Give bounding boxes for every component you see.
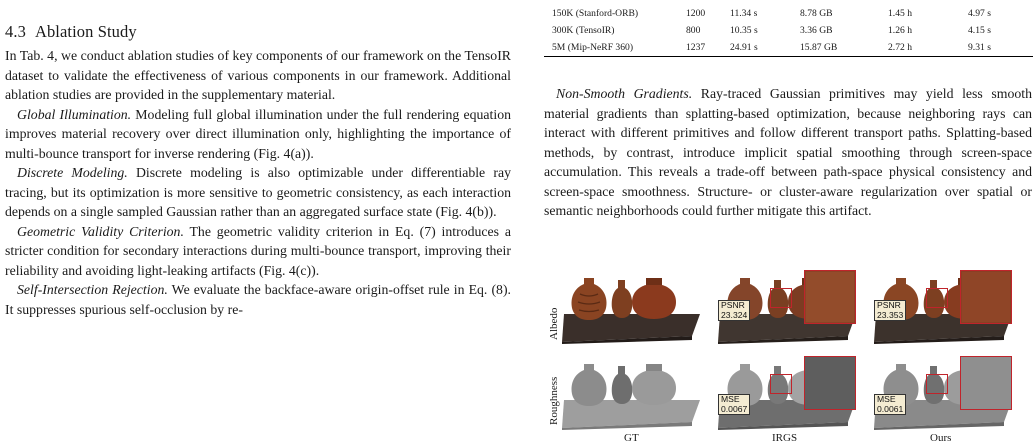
- zoom-inset: [960, 356, 1012, 410]
- table-cell: 800: [686, 25, 701, 36]
- paragraph-text: Discrete modeling is also optimizable under differentiable ray tracing, but its optimization is more sensitive to geometric consistency, as each interaction depends on a single sampled Gaussian rather than an aggregated surface state (Fig. 4(b)).: [5, 165, 511, 219]
- table-cell: 8.78 GB: [800, 8, 833, 19]
- table-cell: 5M (Mip-NeRF 360): [544, 39, 684, 57]
- mse-badge-ours: [874, 394, 906, 415]
- paragraph-title: Geometric Validity Criterion.: [17, 223, 184, 239]
- albedo-gt-image: [560, 264, 702, 344]
- self-intersection-paragraph: [5, 280, 511, 319]
- albedo-ours-image: [872, 264, 1014, 344]
- table-cell: 24.91 s: [728, 39, 798, 57]
- table-cell: 9.31 s: [966, 39, 1033, 57]
- global-illumination-paragraph: [5, 105, 511, 164]
- table-row: [544, 39, 1033, 57]
- psnr-badge-ours: [874, 300, 906, 321]
- table-cell: 3.36 GB: [800, 25, 833, 36]
- paragraph-title: Global Illumination.: [17, 106, 132, 122]
- zoom-inset: [960, 270, 1012, 324]
- metric-value: 23.324: [721, 309, 748, 320]
- table-cell: 2.72 h: [886, 39, 966, 57]
- row-label-roughness: Roughness: [548, 376, 560, 425]
- caption-irgs: IRGS: [772, 432, 798, 444]
- section-heading: [5, 22, 137, 42]
- albedo-irgs-image: [716, 264, 858, 344]
- ablation-body: [5, 46, 511, 319]
- table-cell: 1200: [686, 8, 706, 19]
- table-cell: 10.35 s: [730, 25, 758, 36]
- comparison-figure: [544, 262, 1033, 446]
- metric-value: 0.0061: [877, 403, 904, 414]
- paragraph-text: The geometric validity criterion in Eq. (7) introduces a stricter condition for secondary interactions during multi-bounce transport, improving their reliability and avoiding light-leaking artifacts (Fig. 4(c)).: [5, 223, 512, 278]
- psnr-badge-irgs: [718, 300, 750, 321]
- table-cell: 4.15 s: [968, 25, 991, 36]
- table-cell: 1.45 h: [888, 8, 912, 19]
- inset-box: [770, 374, 792, 394]
- paragraph-title: Self-Intersection Rejection.: [17, 282, 168, 297]
- discrete-modeling-paragraph: [5, 163, 511, 222]
- inset-box: [926, 374, 948, 394]
- zoom-inset: [804, 356, 856, 410]
- caption-ours: Ours: [930, 432, 952, 444]
- metric-name: PSNR: [877, 300, 901, 310]
- table-cell: 11.34 s: [730, 8, 758, 19]
- table-cell: 150K (Stanford-ORB): [552, 8, 639, 19]
- table-cell: 300K (TensoIR): [552, 25, 615, 36]
- non-smooth-gradients-section: [544, 84, 1032, 221]
- inset-box: [926, 288, 948, 308]
- metric-value: 0.0067: [721, 403, 748, 414]
- paragraph-text: We evaluate the backface-aware origin-offset rule in Eq. (8). It suppresses spurious self-occlusion by re-: [5, 282, 511, 317]
- non-smooth-gradients-paragraph: [544, 84, 1032, 221]
- metric-name: MSE: [877, 394, 896, 404]
- roughness-irgs-image: [716, 350, 858, 430]
- runtime-table: [544, 0, 1033, 57]
- paragraph-title: Discrete Modeling.: [17, 165, 128, 180]
- table-row: [544, 22, 1033, 39]
- roughness-gt-image: [560, 350, 702, 430]
- metric-name: PSNR: [721, 300, 745, 310]
- intro-paragraph: In Tab. 4, we conduct ablation studies of key components of our framework on the TensoIR dataset to validate the effectiveness of various components in our framework. Additional ablation studies are provided in the supplementary material.: [5, 48, 511, 102]
- table-cell: 15.87 GB: [798, 39, 886, 57]
- section-number: 4.3: [5, 22, 26, 41]
- zoom-inset: [804, 270, 856, 324]
- paragraph-title: Non-Smooth Gradients.: [556, 86, 693, 101]
- row-label-albedo: Albedo: [548, 307, 560, 340]
- metric-name: MSE: [721, 394, 740, 404]
- paragraph-text: Ray-traced Gaussian primitives may yield less smooth material gradients than splatting-based optimization, because neighboring rays can interact with different primitives and follow different transport paths. Splatting-based methods, by contrast, introduce implicit spatial smoothing through screen-space accumulation. This reveals a trade-off between path-space physical consistency and screen-space smoothness. Structure- or cluster-aware regularization over spatial or semantic neighborhoods could further mitigate this artifact.: [544, 86, 1033, 218]
- roughness-ours-image: [872, 350, 1014, 430]
- metric-value: 23.353: [877, 309, 904, 320]
- table-cell: 4.97 s: [968, 8, 991, 19]
- inset-box: [770, 288, 792, 308]
- paragraph-text: Modeling full global illumination under the full rendering equation improves material recovery over direct illumination only, highlighting the importance of multi-bounce transport for inverse rendering (Fig. 4(a)).: [5, 106, 511, 161]
- table-cell: 1.26 h: [888, 25, 912, 36]
- mse-badge-irgs: [718, 394, 750, 415]
- caption-gt: GT: [624, 432, 639, 444]
- geometric-validity-paragraph: [5, 222, 511, 281]
- table-row: [544, 0, 1033, 22]
- table-cell: 1237: [684, 39, 728, 57]
- section-title: Ablation Study: [34, 22, 137, 41]
